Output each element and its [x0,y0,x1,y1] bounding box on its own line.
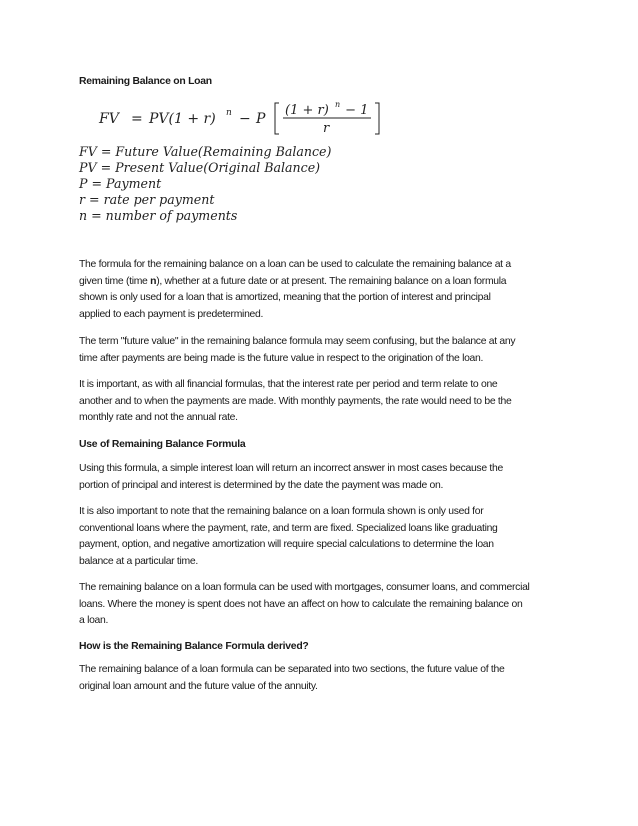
text-line: The term "future value" in the remaining balance formula may seem confusing, but the balance at any [79,336,516,347]
variable-r: r = rate per payment [79,191,215,207]
text-line: original loan amount and the future value of the annuity. [79,680,318,692]
text-line: The remaining balance on a loan formula can be used with mortgages, consumer loans, and commercial [79,582,530,593]
text-line: It is important, as with all financial formulas, that the interest rate per period and term relate to one [79,379,498,390]
section-heading-derivation: How is the Remaining Balance Formula derived? [79,641,309,652]
formula-minus: − [239,111,251,127]
formula-exponent: n [226,108,232,118]
page-title: Remaining Balance on Loan [79,76,212,87]
right-bracket [375,103,379,134]
text-line: portion of principal and interest is determined by the date the payment was made on. [79,479,444,491]
formula-equals: = [131,111,143,127]
formula-payment: P [256,111,266,127]
paragraph-simple-interest [79,461,564,494]
text-line: balance at a particular time. [79,555,198,567]
paragraph-loan-types [79,580,564,630]
text-line: payment, option, and negative amortization will require special calculations to determine the loan [79,539,494,551]
paragraph-derivation [79,662,564,695]
text-line: another and to when the payments are made. With monthly payments, the rate would need to be the [79,395,512,407]
formula-numerator: (1 + r) [285,103,329,118]
variable-definitions [79,144,331,224]
variable-pv: PV = Present Value(Original Balance) [79,159,321,175]
text-line: time after payments are being made is the future value in respect to the origination of the loan. [79,352,484,364]
variable-fv: FV = Future Value(Remaining Balance) [79,144,332,159]
text-line: The formula for the remaining balance on a loan can be used to calculate the remaining balance at a [79,259,511,270]
section-heading-use: Use of Remaining Balance Formula [79,439,246,450]
formula-numerator-tail: − 1 [341,103,369,118]
text-line: Using this formula, a simple interest loan will return an incorrect answer in most cases because the [79,463,503,474]
variable-n: n = number of payments [79,207,238,223]
left-bracket [275,103,279,134]
variable-p: P = Payment [79,175,162,191]
bold-n: n [150,275,157,287]
paragraph-conventional-loans [79,504,564,570]
formula-pv-term: PV(1 + r) [149,111,216,127]
paragraph-future-value [79,334,564,367]
paragraph-intro [79,257,564,323]
formula-graphic [99,97,419,137]
text-line: It is also important to note that the remaining balance on a loan formula shown is only used for [79,506,484,517]
text-line: shown is only used for a loan that is amortized, meaning that the portion of interest and principal [79,292,491,304]
paragraph-interest-rate [79,377,564,427]
formula-denominator: r [323,121,330,136]
text-line: applied to each payment is predetermined. [79,308,264,320]
text-line: monthly rate and not the annual rate. [79,412,238,424]
formula-numerator-exponent: n [335,100,341,109]
text-line: conventional loans where the payment, rate, and term are fixed. Specialized loans like graduating [79,522,498,534]
text-line: The remaining balance of a loan formula can be separated into two sections, the future value of the [79,664,505,675]
remaining-balance-formula [99,97,419,137]
text-line: loans. Where the money is spent does not have an affect on how to calculate the remaining balance on [79,598,523,610]
text-line: a loan. [79,615,109,627]
formula-lhs: FV [99,111,119,127]
text-line: given time (time n), whether at a future date or at present. The remaining balance on a loan formula [79,275,507,287]
